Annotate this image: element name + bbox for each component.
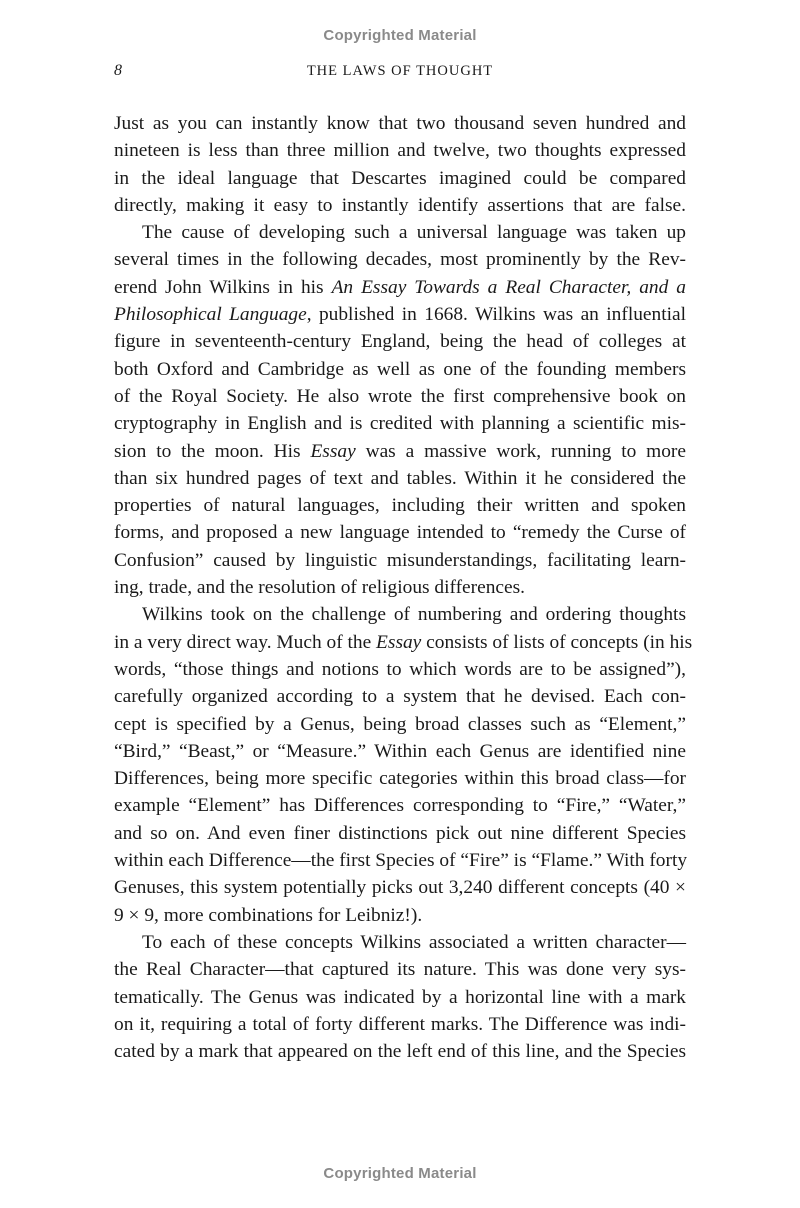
text-line: forms, and proposed a new language intended to “remedy the Curse of (114, 522, 686, 544)
text-line: Wilkins took on the challenge of numbering and ordering thoughts (142, 604, 686, 626)
text-line: Just as you can instantly know that two thousand seven hundred and (114, 113, 686, 134)
text-line: and so on. And even finer distinctions pick out nine different Species (114, 822, 686, 844)
running-head (114, 62, 686, 82)
text-line: cryptography in English and is credited with planning a scientific mis- (114, 413, 686, 435)
text-line: carefully organized according to a system that he devised. Each con- (114, 686, 686, 708)
text-line: example “Element” has Differences corresponding to “Fire,” “Water,” (114, 795, 686, 817)
body-text (114, 110, 693, 1065)
text-line: Philosophical Language, published in 1668. Wilkins was an influential (114, 304, 686, 326)
text-line: in the ideal language that Descartes imagined could be compared (114, 167, 686, 189)
text-line: cated by a mark that appeared on the left end of this line, and the Species (114, 1041, 686, 1063)
text-line: cept is specified by a Genus, being broad classes such as “Element,” (114, 713, 686, 735)
text-line: than six hundred pages of text and tables. Within it he considered the (114, 467, 686, 489)
text-line: Differences, being more specific categories within this broad class—for (114, 768, 686, 790)
text-line: Genuses, this system potentially picks out 3,240 different concepts (40 × (114, 877, 686, 899)
text-line: both Oxford and Cambridge as well as one of the founding members (114, 358, 686, 380)
text-line: in a very direct way. Much of the Essay consists of lists of concepts (in his (114, 631, 693, 653)
running-title: THE LAWS OF THOUGHT (306, 63, 494, 79)
text-line: within each Difference—the first Species of “Fire” is “Flame.” With forty (114, 850, 688, 872)
text-line: words, “those things and notions to which words are to be assigned”), (114, 658, 686, 680)
text-line: sion to the moon. His Essay was a massive work, running to more (114, 440, 686, 462)
text-line: erend John Wilkins in his An Essay Towards a Real Character, and a (114, 276, 686, 298)
text-line: the Real Character—that captured its nature. This was done very sys- (114, 959, 686, 981)
text-line: properties of natural languages, including their written and spoken (114, 495, 686, 517)
watermark-top: Copyrighted Material (323, 27, 477, 44)
text-line: of the Royal Society. He also wrote the first comprehensive book on (114, 385, 686, 407)
watermark-bottom: Copyrighted Material (323, 1165, 477, 1182)
text-line: on it, requiring a total of forty different marks. The Difference was indi- (114, 1013, 686, 1035)
text-line: Confusion” caused by linguistic misunderstandings, facilitating learn- (114, 549, 686, 571)
text-line: To each of these concepts Wilkins associated a written character— (142, 931, 686, 953)
text-line: The cause of developing such a universal language was taken up (142, 222, 686, 244)
text-line: tematically. The Genus was indicated by a horizontal line with a mark (114, 986, 686, 1008)
text-line: nineteen is less than three million and twelve, two thoughts expressed (114, 140, 686, 162)
text-line: figure in seventeenth-century England, being the head of colleges at (114, 331, 686, 353)
text-line: ing, trade, and the resolution of religious differences. (114, 577, 526, 599)
text-line: several times in the following decades, most prominently by the Rev- (114, 249, 686, 271)
text-line: 9 × 9, more combinations for Leibniz!). (114, 904, 423, 926)
text-line: directly, making it easy to instantly identify assertions that are false. (114, 194, 686, 216)
text-line: “Bird,” “Beast,” or “Measure.” Within each Genus are identified nine (114, 740, 686, 762)
page-number: 8 (114, 62, 122, 79)
